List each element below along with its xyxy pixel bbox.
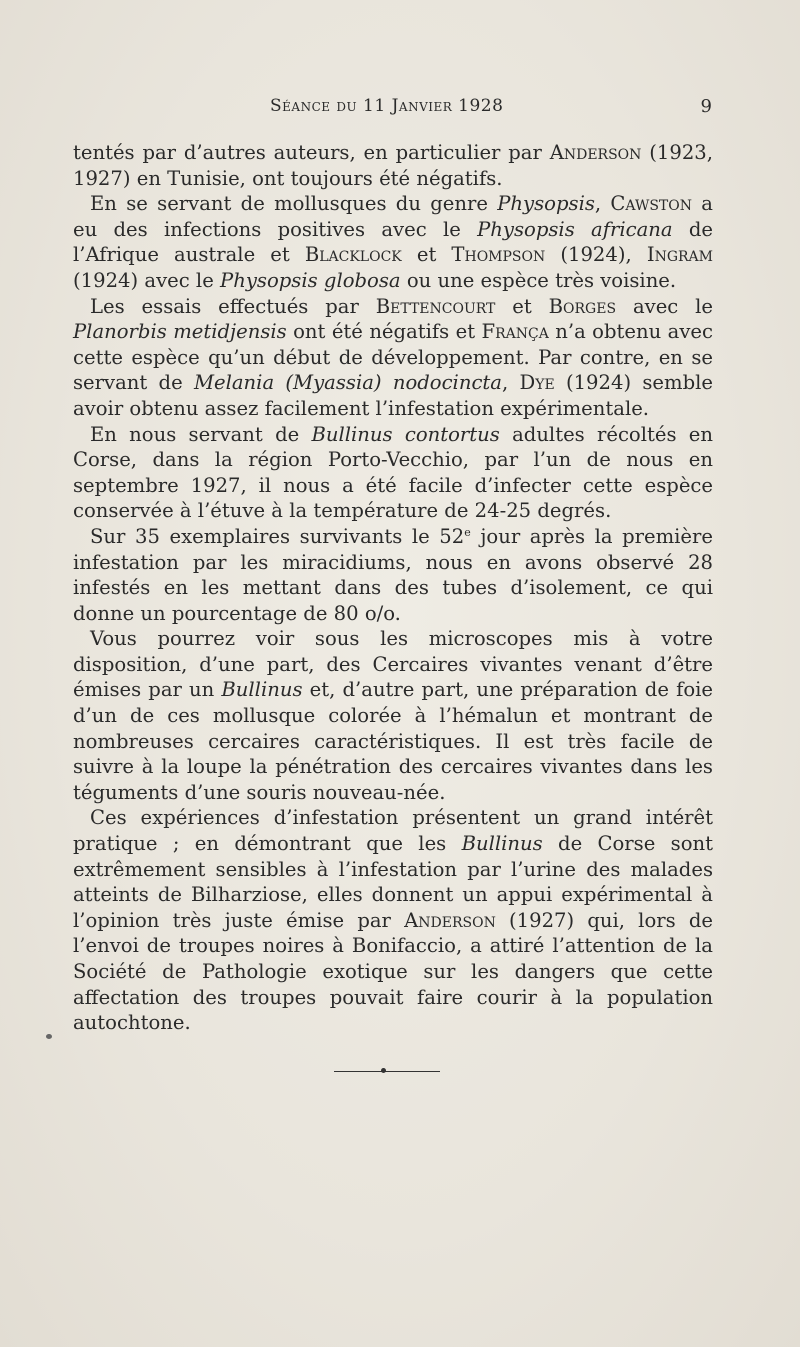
species-name: Melania (Myassia) nodocincta bbox=[193, 371, 502, 395]
page-number: 9 bbox=[700, 96, 712, 117]
paragraph-3: En nous servant de Bullinus contortus adultes récoltés en Corse, dans la région Porto-Vecchio, par l’un de nous en septembre 1927, il nous a été facile d’infecter cette espèce conservée à l’étuve à la température de 24-25 degrés. bbox=[73, 422, 713, 523]
running-head bbox=[0, 96, 800, 126]
author-name: Anderson bbox=[549, 141, 642, 164]
species-name: Bullinus bbox=[221, 678, 303, 702]
paragraph-1: En se servant de mollusques du genre Physopsis, Cawston a eu des infections positives avec le Physopsis africana de l’Afrique australe et Blacklock et Thompson (1924), Ingram (1924) avec le Physopsis globosa ou une espèce très voisine. bbox=[73, 192, 713, 292]
author-name: Cawston bbox=[610, 192, 693, 216]
species-name: Planorbis metidjensis bbox=[73, 320, 287, 344]
species-name: Physopsis africana bbox=[477, 217, 673, 241]
author-name: Anderson bbox=[404, 908, 496, 932]
article-body bbox=[73, 140, 713, 1036]
author-name: Blacklock bbox=[304, 243, 402, 267]
author-name: Bettencourt bbox=[375, 294, 496, 318]
paragraph-0: tentés par d’autres auteurs, en particulier par Anderson (1923, 1927) en Tunisie, ont toujours été négatifs. bbox=[73, 141, 713, 190]
running-title: Séance du 11 Janvier 1928 bbox=[270, 96, 504, 116]
paragraph-4: Sur 35 exemplaires survivants le 52e jour après la première infestation par les miracidiums, nous en avons observé 28 infestés en les mettant dans des tubes d’isolement, ce qui donne un pourcentage de 80 o/o. bbox=[73, 524, 713, 625]
author-name: França bbox=[481, 320, 549, 344]
paragraph-6: Ces expériences d’infestation présentent un grand intérêt pratique ; en démontrant que les Bullinus de Corse sont extrêmement sensibles à l’infestation par l’urine des malades atteints de Bilharziose, elles donnent un appui expérimental à l’opinion très juste émise par Anderson (1927) qui, lors de l’envoi de troupes noires à Bonifaccio, a attiré l’attention de la Société de Pathologie exotique sur les dangers que cette affectation des troupes pouvait faire courir à la population autochtone. bbox=[73, 806, 713, 1035]
end-rule bbox=[334, 1071, 440, 1072]
paragraph-5: Vous pourrez voir sous les microscopes mis à votre disposition, d’une part, des Cercaires vivantes venant d’être émises par un Bullinus et, d’autre part, une préparation de foie d’un de ces mollusque colorée à l’hémalun et montrant de nombreuses cercaires caractéristiques. Il est très facile de suivre à la loupe la pénétration des cercaires vivantes dans les téguments d’une souris nouveau-née. bbox=[73, 627, 713, 804]
species-name: Physopsis bbox=[497, 192, 595, 216]
species-name: Bullinus bbox=[461, 832, 543, 856]
paragraph-2: Les essais effectués par Bettencourt et Borges avec le Planorbis metidjensis ont été négatifs et França n’a obtenu avec cette espèce qu’un début de développement. Par contre, en se servant de Melania (Myassia) nodocincta, Dye (1924) semble avoir obtenu assez facilement l’infestation expérimentale. bbox=[73, 294, 714, 420]
ink-speck bbox=[46, 1034, 52, 1039]
author-name: Borges bbox=[548, 294, 617, 318]
author-name: Dye bbox=[519, 371, 555, 395]
author-name: Thompson bbox=[451, 243, 546, 267]
species-name: Bullinus contortus bbox=[311, 422, 500, 446]
species-name: Physopsis globosa bbox=[220, 268, 401, 292]
end-rule-dot bbox=[381, 1068, 386, 1073]
author-name: Ingram bbox=[646, 243, 713, 267]
superscript: e bbox=[464, 525, 471, 539]
